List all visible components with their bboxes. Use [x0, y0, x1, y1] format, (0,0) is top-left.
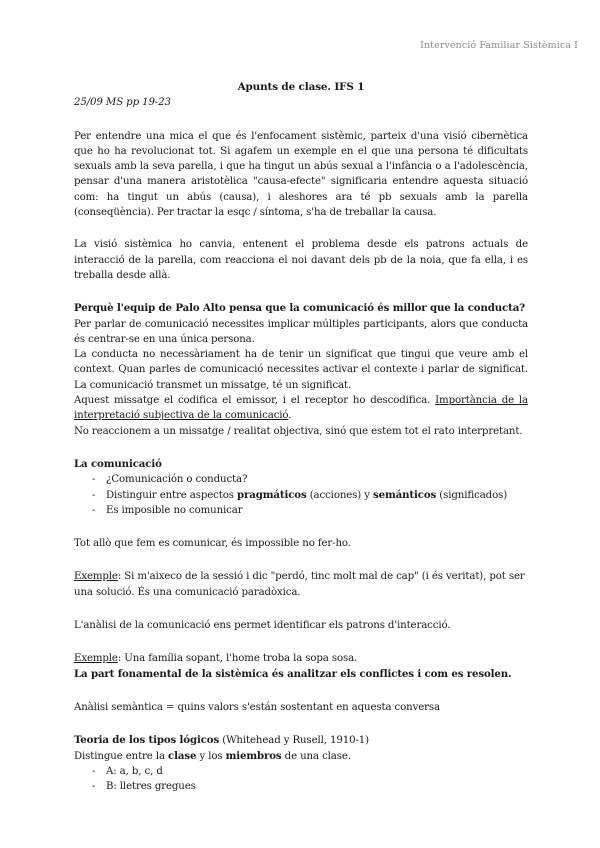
- paragraph-intro: Per entendre una mica el que és l'enfocament sistèmic, parteix d'una visió cibernètica que ho ha revolucionat tot. Si agafem un exemple en el que una persona té dificultats sexuals amb la seva parella, i que ha tingut un abús sexual a l'infància o a l'adolescència, pensar d'una manera aristotèlica "causa-efecte" significaria entendre aquesta situació com: ha tingut un abús (causa), i aleshores ara té pb sexuals amb la parella (conseqüència). Per tractar la esqc / síntoma, s'ha de treballar la causa.: [74, 130, 528, 219]
- paragraph-class-members: [74, 749, 528, 764]
- paragraph-everything-communicates: Tot allò que fem es comunicar, és impossible no fer-ho.: [74, 538, 351, 550]
- example-label: Exemple: [74, 653, 118, 665]
- example-dinner: [74, 651, 528, 666]
- paragraph-conflicts: La part fonamental de la sistèmica és analitzar els conflictes i com es resolen.: [74, 667, 512, 680]
- paragraph-analysis: L'anàlisi de la comunicació ens permet identificar els patrons d'interacció.: [74, 620, 451, 632]
- logical-types-reference: (Whitehead y Rusell, 1910-1): [219, 735, 369, 747]
- codification-text: Aquest missatge el codifica el emissor, i el receptor ho descodifica.: [74, 395, 436, 407]
- list-item: [92, 488, 528, 503]
- term-members: miembros: [225, 749, 282, 762]
- paragraph-participants: Per parlar de comunicació necessites implicar múltiples participants, alors que conducta és centrar-se en una única persona.: [74, 318, 528, 345]
- term-pragmatic: pragmáticos: [236, 488, 307, 501]
- example-label: Exemple: [74, 571, 118, 583]
- logical-types-list: [74, 764, 528, 795]
- example-headache: [74, 569, 528, 600]
- list-item: - Es imposible no comunicar: [92, 503, 528, 518]
- logical-types-title: Teoria de los tipos lógicos: [74, 734, 220, 747]
- heading-palo-alto: Perquè l'equip de Palo Alto pensa que la comunicació és millor que la conducta?: [74, 302, 526, 315]
- document-body: [74, 80, 528, 794]
- term-class: clase: [168, 749, 197, 762]
- example-text: : Una família sopant, l'home troba la sopa sosa.: [117, 653, 358, 665]
- heading-communication: La comunicació: [74, 457, 162, 470]
- list-item-text: (acciones) y: [306, 489, 374, 501]
- paragraph-interpreting: No reaccionem a un missatge / realitat objectiva, sinó que estem tot el rato interpretant.: [74, 425, 523, 437]
- heading-logical-types: [74, 733, 528, 748]
- document-title: Apunts de clase. IFS 1: [237, 81, 365, 93]
- list-item: - ¿Comunicación o conducta?: [92, 472, 528, 487]
- list-item: - B: lletres gregues: [92, 779, 528, 794]
- class-text: Distingue entre la: [74, 750, 169, 762]
- paragraph-systemic-view: La visió sistèmica ho canvia, entenent el problema desde els patrons actuals de interacció de la parella, com reacciona el noi davant dels pb de la noia, que fa ella, i es treballa desde allà.: [74, 239, 528, 281]
- example-text: : Si m'aixeco de la sessió i dic "perdó, tinc molt mal de cap" (i és veritat), pot ser una solució. És una comunicació paradòxica.: [74, 571, 525, 598]
- class-text: de una clase.: [281, 750, 351, 762]
- class-text: y los: [196, 750, 226, 762]
- paragraph-context: La conducta no necessàriament ha de tenir un significat que tingui que veure amb el context. Quan parles de comunicació necessites activar el contexte i parlar de significat. La comunicació transmet un missatge, té un significat.: [74, 349, 528, 391]
- paragraph-semantic-analysis: Anàlisi semàntica = quins valors s'están sostentant en aquesta conversa: [74, 701, 440, 713]
- document-subtitle: 25/09 MS pp 19-23: [74, 97, 171, 109]
- list-item: - A: a, b, c, d: [92, 764, 528, 779]
- list-item-text: Distinguir entre aspectos: [106, 489, 237, 501]
- running-header: Intervenció Familiar Sistèmica I: [420, 40, 578, 51]
- term-semantic: semánticos: [373, 488, 437, 501]
- communication-list: [74, 472, 528, 518]
- codification-period: .: [288, 410, 292, 422]
- list-item-text: (significados): [436, 489, 508, 501]
- subjective-interpretation-underlined: Importància de la interpretació subjectiva de la comunicació: [74, 395, 528, 422]
- paragraph-codification: [74, 393, 528, 424]
